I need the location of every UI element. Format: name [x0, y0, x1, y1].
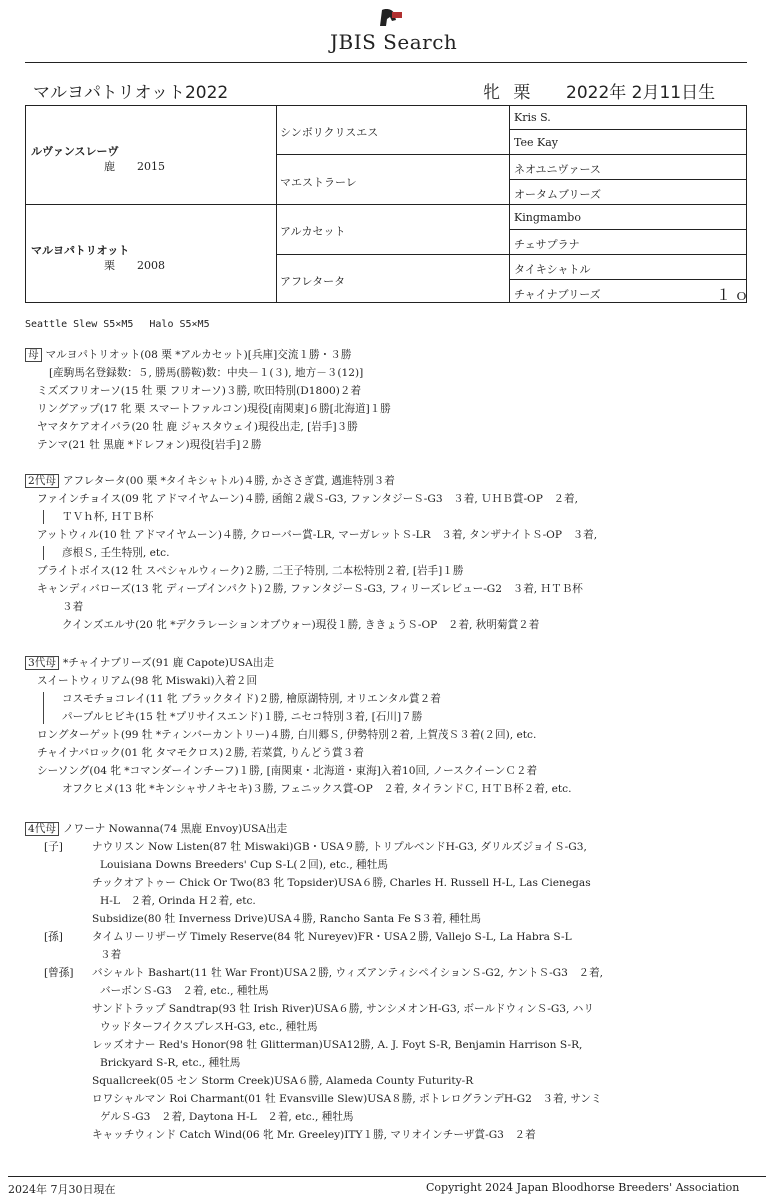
list-item[interactable]: レッズオナー Red's Honor(98 牡 Glitterman)USA12勝, A. J. Foyt S-R, Benjamin Harrison S-R, — [92, 1039, 583, 1051]
header-rule — [25, 62, 747, 63]
list-item[interactable]: ヤマタケアオイバラ(20 牡 鹿 ジャスタウェイ)現役出走, [岩手]３勝 — [37, 421, 358, 433]
list-item[interactable]: テンマ(21 牡 黒鹿 *ドレフォン)現役[岩手]２勝 — [37, 439, 262, 451]
list-item[interactable]: クインズエルサ(20 牝 *デクラレーションオブウォー)現役１勝, ききょうＳ-OP ２着, 秋明菊賞２着 — [62, 619, 540, 631]
list-item[interactable]: スイートウィリアム(98 牝 Miswaki)入着２回 — [37, 675, 258, 687]
list-item: バーボンＳ-G3 ２着, etc., 種牡馬 — [100, 985, 269, 997]
dam-dam-sire[interactable]: タイキシャトル — [514, 263, 591, 276]
list-item[interactable]: チャイナバロック(01 牝 タマモクロス)２勝, 若菜賞, りんどう賞３着 — [37, 747, 364, 759]
list-item[interactable]: ミズズフリオーソ(15 牡 栗 フリオーソ)３勝, 吹田特別(D1800)２着 — [37, 385, 362, 397]
list-item: [産駒馬名登録数：５, 勝馬(勝鞍)数：中央－１(３), 地方－３(12)] — [49, 367, 364, 379]
copyright: Copyright 2024 Japan Bloodhorse Breeders' Association — [426, 1181, 740, 1194]
list-item[interactable]: シーソング(04 牝 *コマンダーインチーフ)１勝, [南関東・北海道・東海]入着10回, ノースクイーンＣ２着 — [37, 765, 538, 777]
list-item: 彦根Ｓ, 壬生特別, etc. — [62, 547, 170, 559]
list-item[interactable]: ロングターゲット(99 牡 *ティンバーカントリー)４勝, 白川郷Ｓ, 伊勢特別２着, 上賀茂Ｓ３着(２回), etc. — [37, 729, 537, 741]
dam-name[interactable]: マルヨパトリオット — [31, 244, 130, 257]
birth-date: 2022年 2月11日生 — [566, 83, 716, 103]
list-item[interactable]: リングアップ(17 牝 栗 スマートファルコン)現役[南関東]６勝[北海道]１勝 — [37, 403, 391, 415]
sex-color: 牝 栗 — [483, 83, 531, 103]
list-item[interactable]: パープルヒビキ(15 牡 *プリサイスエンド)１勝, ニセコ特別３着, [石川]７勝 — [62, 711, 423, 723]
list-item[interactable]: ロワシャルマン Roi Charmant(01 牡 Evansville Slew)USA８勝, ポトレログランデH-G2 ３着, サンミ — [92, 1093, 602, 1105]
list-item[interactable]: キャッチウィンド Catch Wind(06 牝 Mr. Greeley)ITY１勝, マリオインチーザ賞-G3 ２着 — [92, 1129, 536, 1141]
horse-name: マルヨパトリオット2022 — [33, 83, 229, 103]
list-item[interactable]: ナウリスン Now Listen(87 牡 Miswaki)GB・USA９勝, トリプルベンドH-G3, ダリルズジョイＳ-G3, — [92, 841, 587, 853]
subheading-children: [子] — [44, 841, 63, 853]
list-item: Louisiana Downs Breeders' Cup S-L(２回), etc., 種牡馬 — [100, 859, 388, 871]
list-item: ウッドターフイクスプレスH-G3, etc., 種牡馬 — [100, 1021, 318, 1033]
list-item[interactable]: ブライトボイス(12 牡 スペシャルウィーク)２勝, 二王子特別, 二本松特別２着, [岩手]１勝 — [37, 565, 464, 577]
fourth-dam-heading: 4代母 ノワーナ Nowanna(74 黒鹿 Envoy)USA出走 — [25, 822, 287, 836]
sire-dam-sire[interactable]: ネオユニヴァース — [514, 163, 601, 176]
list-item: Brickyard S-R, etc., 種牡馬 — [100, 1057, 241, 1069]
as-of-date: 2024年 7月30日現在 — [8, 1183, 116, 1196]
list-item: ３着 — [62, 601, 84, 613]
list-item[interactable]: ファインチョイス(09 牝 アドマイヤムーン)４勝, 函館２歳Ｓ-G3, ファンタジーＳ-G3 ３着, ＵＨＢ賞-OP ２着, — [37, 493, 579, 505]
sire-name[interactable]: ルヴァンスレーヴ — [31, 145, 119, 158]
dam-sire-sire[interactable]: Kingmambo — [514, 211, 581, 224]
sire-sire-dam[interactable]: Tee Kay — [514, 136, 558, 149]
second-dam-label: 2代母 — [25, 474, 59, 488]
third-dam-label: 3代母 — [25, 656, 59, 670]
list-item[interactable]: Subsidize(80 牡 Inverness Drive)USA４勝, Rancho Santa Fe S３着, 種牡馬 — [92, 913, 481, 925]
dam-dam[interactable]: アフレタータ — [280, 275, 346, 288]
fourth-dam-label: 4代母 — [25, 822, 59, 836]
list-item: ＴＶｈ杯, ＨＴＢ杯 — [62, 511, 154, 523]
list-item[interactable]: コスモチョコレイ(11 牝 ブラックタイド)２勝, 檜原湖特別, オリエンタル賞２着 — [62, 693, 441, 705]
dam-section-label: 母 — [25, 348, 42, 362]
dam-section-heading: 母 マルヨパトリオット(08 栗 *アルカセット)[兵庫]交流１勝・３勝 — [25, 348, 351, 362]
list-item[interactable]: キャンディバローズ(13 牝 ディープインパクト)２勝, ファンタジーＳ-G3, フィリーズレビュー-G2 ３着, ＨＴＢ杯 — [37, 583, 583, 595]
second-dam-heading: 2代母 アフレタータ(00 栗 *タイキシャトル)４勝, かささぎ賞, 邁進特別３着 — [25, 474, 395, 488]
list-item: ゲルＳ-G3 ２着, Daytona H-L ２着, etc., 種牡馬 — [100, 1111, 354, 1123]
sire-dam[interactable]: マエストラーレ — [280, 176, 357, 189]
dam-sire[interactable]: アルカセット — [280, 225, 346, 238]
list-item[interactable]: Squallcreek(05 セン Storm Creek)USA６勝, Alameda County Futurity-R — [92, 1075, 474, 1087]
third-dam-heading: 3代母 *チャイナブリーズ(91 鹿 Capote)USA出走 — [25, 656, 274, 670]
sire-sire[interactable]: シンボリクリスエス — [280, 126, 379, 139]
list-item[interactable]: オフクヒメ(13 牝 *キンシャサノキセキ)３勝, フェニックス賞-OP ２着, タイランドＣ, ＨＴＢ杯２着, etc. — [62, 783, 572, 795]
sire-dam-dam[interactable]: オータムブリーズ — [514, 188, 602, 201]
logo-text: JBIS Search — [330, 30, 458, 54]
sire-sire-sire[interactable]: Kris S. — [514, 111, 551, 124]
sire-detail: 鹿 2015 — [104, 160, 165, 173]
inbreeding-info: Seattle Slew S5×M5 Halo S5×M5 — [25, 319, 210, 330]
list-item: ３着 — [100, 949, 122, 961]
subheading-grandchildren: [孫] — [44, 931, 63, 943]
family-number: １ｏ — [716, 286, 753, 304]
dam-sire-dam[interactable]: チェサプラナ — [514, 238, 580, 251]
list-item[interactable]: タイムリーリザーヴ Timely Reserve(84 牝 Nureyev)FR・USA２勝, Vallejo S-L, La Habra S-L — [92, 931, 572, 943]
dam-detail: 栗 2008 — [104, 259, 165, 272]
list-item[interactable]: チックオアトゥー Chick Or Two(83 牝 Topsider)USA６勝, Charles H. Russell H-L, Las Cienegas — [92, 877, 591, 889]
subheading-great-grandchildren: [曾孫] — [44, 967, 74, 979]
list-item: H-L ２着, Orinda H２着, etc. — [100, 895, 256, 907]
list-item[interactable]: バシャルト Bashart(11 牡 War Front)USA２勝, ウィズアンティシペイションＳ-G2, ケントＳ-G3 ２着, — [92, 967, 604, 979]
list-item[interactable]: アットウィル(10 牡 アドマイヤムーン)４勝, クローバー賞-LR, マーガレットＳ-LR ３着, タンザナイトＳ-OP ３着, — [37, 529, 598, 541]
list-item[interactable]: サンドトラップ Sandtrap(93 牡 Irish River)USA６勝, サンシメオンH-G3, ボールドウィンＳ-G3, ハリ — [92, 1003, 594, 1015]
pedigree-table — [25, 105, 753, 304]
footer-rule — [8, 1176, 766, 1177]
dam-dam-dam[interactable]: チャイナブリーズ — [514, 288, 601, 301]
